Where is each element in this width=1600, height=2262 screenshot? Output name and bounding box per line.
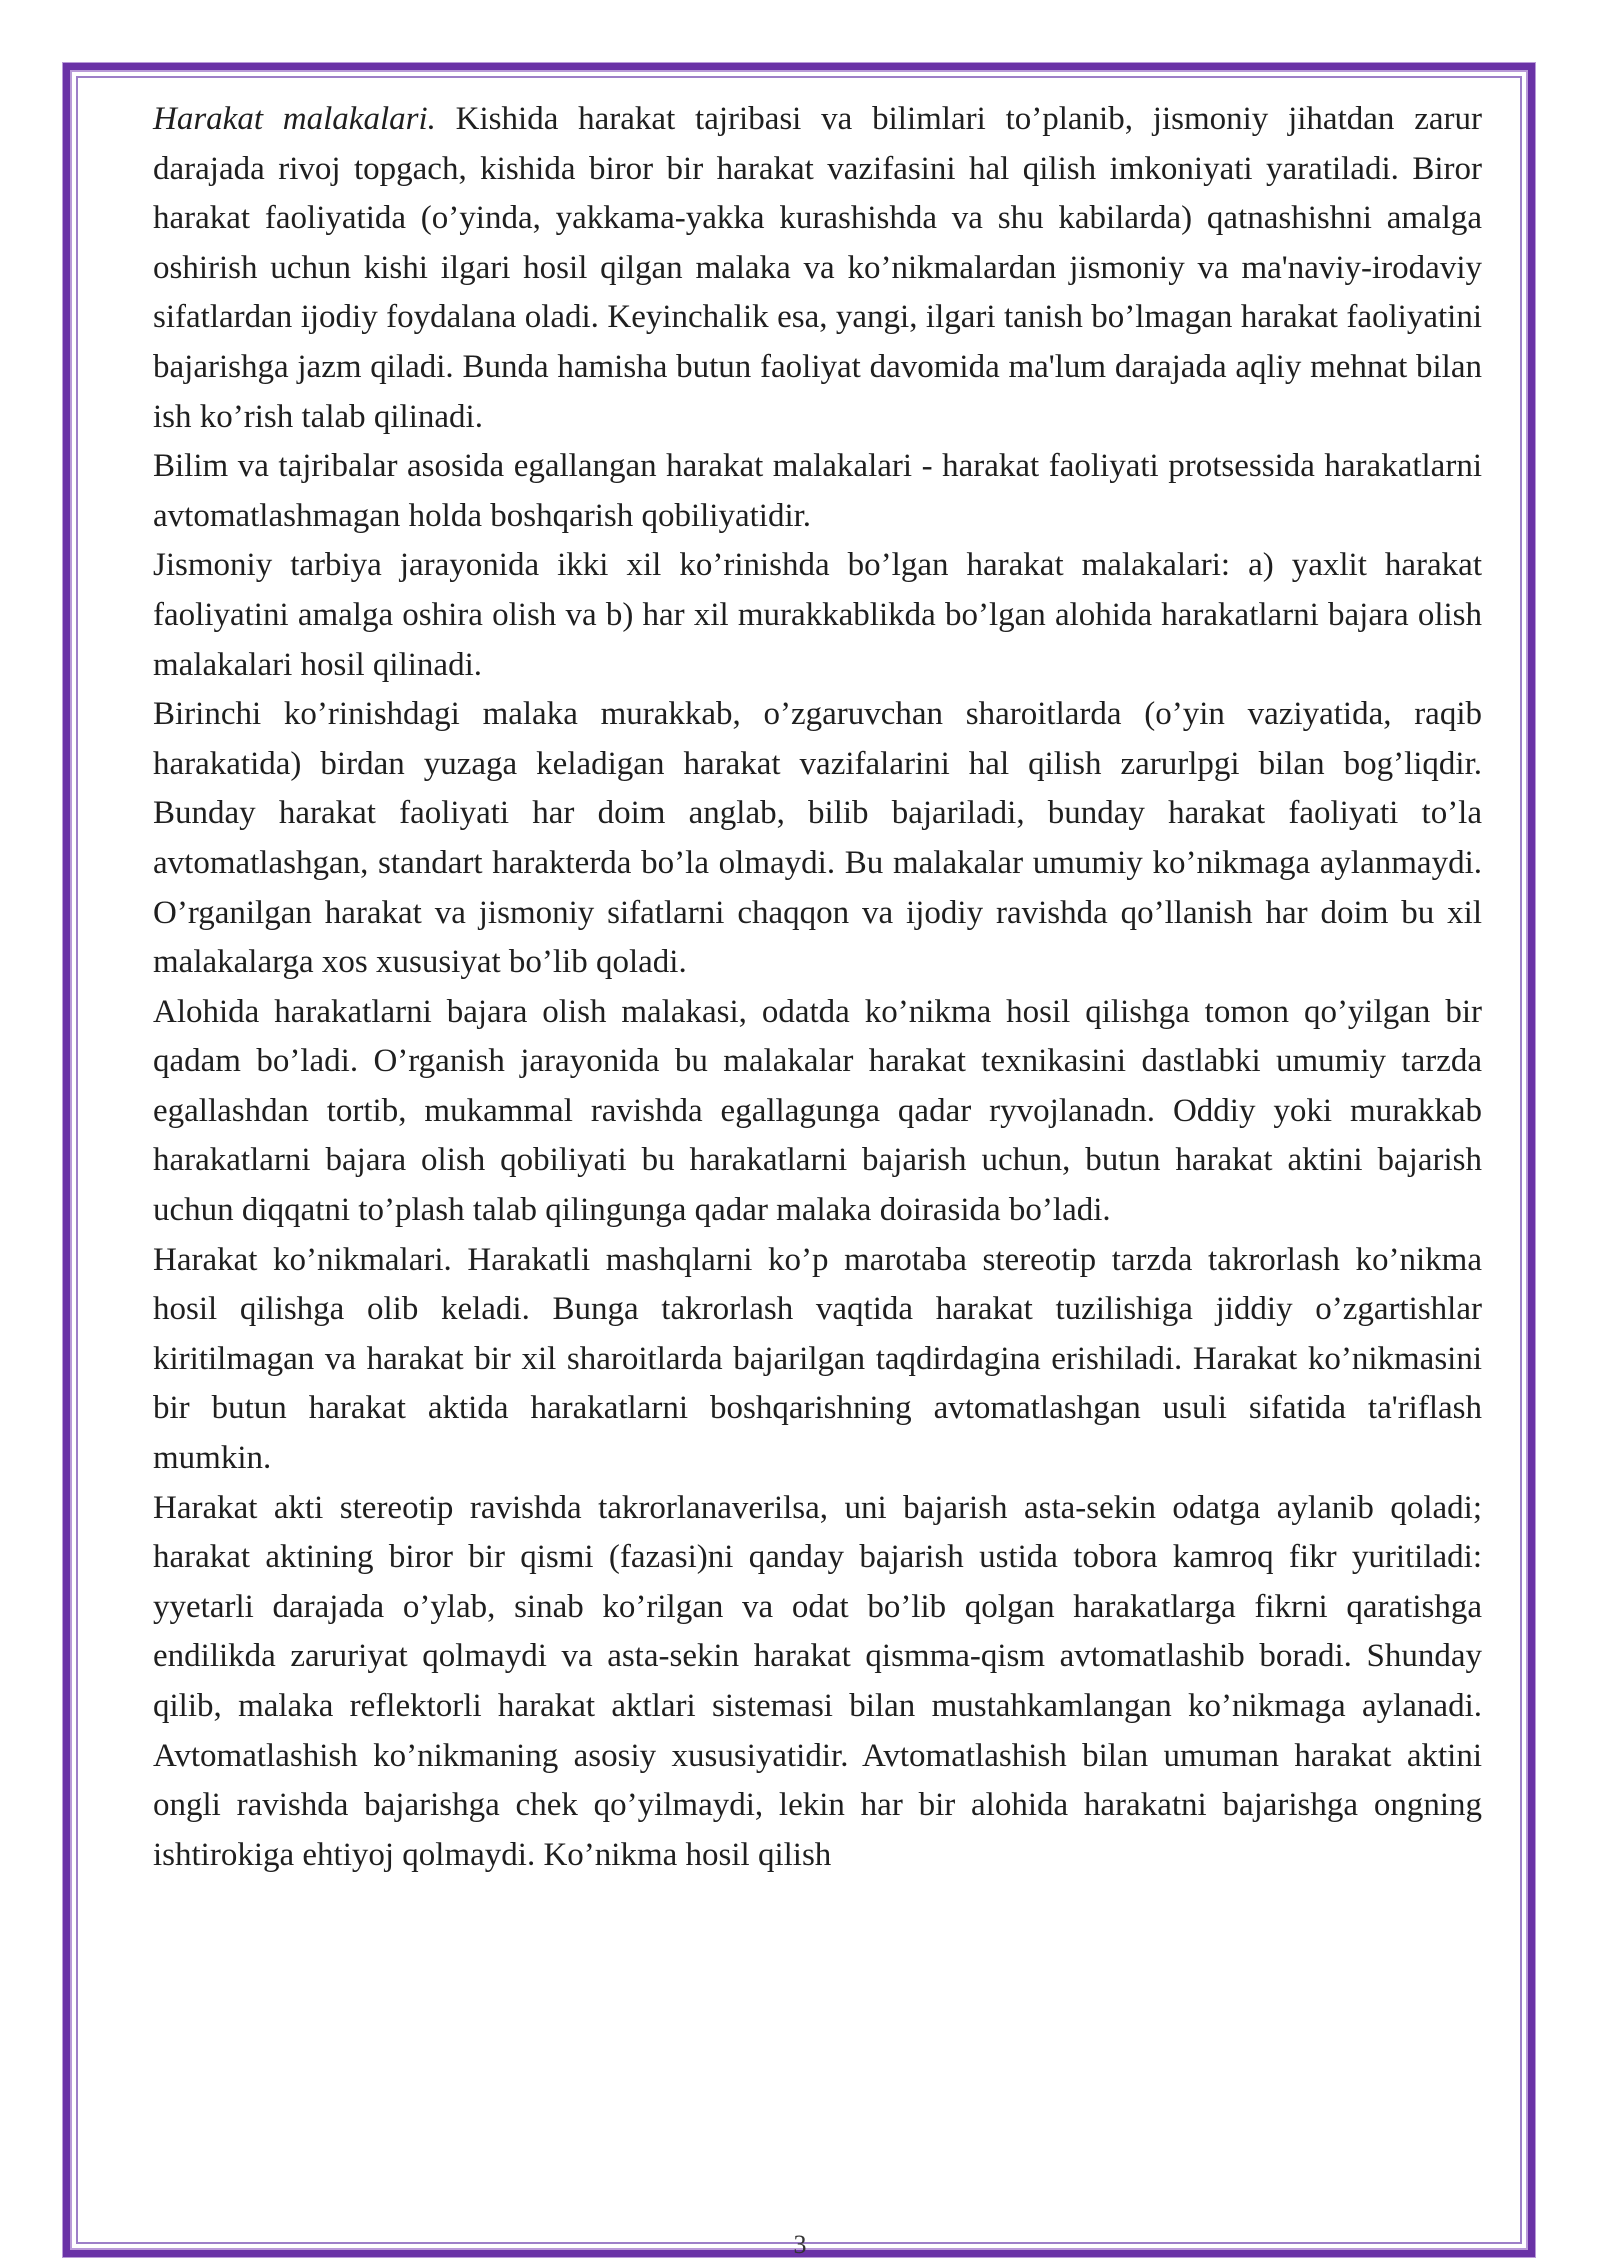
paragraph-lead-heading: Harakat malakalari. [153,101,436,137]
paragraph-1 [153,95,1482,442]
paragraph-7 [153,1484,1482,1881]
paragraph-text: Alohida harakatlarni bajara olish malakasi, odatda ko’nikma hosil qilishga tomon qo’yilgan bir qadam bo’ladi. O’rganish jarayonida bu malakalar harakat texnikasini dastlabki umumiy tarzda egallashdan tortib, mukammal ravishda egallagunga qadar ryvojlanadn. Oddiy yoki murakkab harakatlarni bajara olish qobiliyati bu harakatlarni bajarish uchun, butun harakat aktini bajarish uchun diqqatni to’plash talab qilingunga qadar malaka doirasida bo’ladi. [153,993,1482,1229]
paragraph-4 [153,690,1482,988]
paragraph-text: Kishida harakat tajribasi va bilimlari to’planib, jismoniy jihatdan zarur darajada rivoj topgach, kishida biror bir harakat vazifasini hal qilish imkoniyati yaratiladi. Biror harakat faoliyatida (o’yinda, yakkama-yakka kurashishda va shu kabilarda) qatnashishni amalga oshirish uchun kishi ilgari hosil qilgan malaka va ko’nikmalardan jismoniy va ma'naviy-irodaviy sifatlardan ijodiy foydalana oladi. Keyinchalik esa, yangi, ilgari tanish bo’lmagan harakat faoliyatini bajarishga jazm qiladi. Bunda hamisha butun faoliyat davomida ma'lum darajada aqliy mehnat bilan ish ko’rish talab qilinadi. [153,101,1482,435]
page-number: 3 [793,2230,807,2259]
paragraph-6 [153,1236,1482,1484]
paragraph-text: Birinchi ko’rinishdagi malaka murakkab, o’zgaruvchan sharoitlarda (o’yin vaziyatida, raqib harakatida) birdan yuzaga keladigan harakat vazifalarini hal qilish zarurlpgi bilan bog’liqdir. Bunday harakat faoliyati har doim anglab, bilib bajariladi, bunday harakat faoliyati to’la avtomatlashgan, standart harakterda bo’la olmaydi. Bu malakalar umumiy ko’nikmaga aylanmaydi. O’rganilgan harakat va jismoniy sifatlarni chaqqon va ijodiy ravishda qo’llanish har doim bu xil malakalarga xos xususiyat bo’lib qoladi. [153,696,1482,981]
paragraph-text: Harakat akti stereotip ravishda takrorlanaverilsa, uni bajarish asta-sekin odatga aylanib qoladi; harakat aktining biror bir qismi (fazasi)ni qanday bajarish ustida tobora kamroq fikr yuritiladi: yyetarli darajada o’ylab, sinab ko’rilgan va odat bo’lib qolgan harakatlarga fikrni qaratishga endilikda zaruriyat qolmaydi va asta-sekin harakat qismma-qism avtomatlashib boradi. Shunday qilib, malaka reflektorli harakat aktlari sistemasi bilan mustahkamlangan ko’nikmaga aylanadi. Avtomatlashish ko’nikmaning asosiy xususiyatidir. Avtomatlashish bilan umuman harakat aktini ongli ravishda bajarishga chek qo’yilmaydi, lekin har bir alohida harakatni bajarishga ongning ishtirokiga ehtiyoj qolmaydi. Ko’nikma hosil qilish [153,1489,1482,1873]
paragraph-text: Jismoniy tarbiya jarayonida ikki xil ko’rinishda bo’lgan harakat malakalari: a) yaxlit harakat faoliyatini amalga oshira olish va b) har xil murakkablikda bo’lgan alohida harakatlarni bajara olish malakalari hosil qilinadi. [153,547,1482,683]
document-body [153,95,1482,1880]
paragraph-text: Bilim va tajribalar asosida egallangan harakat malakalari - harakat faoliyati protsessida harakatlarni avtomatlashmagan holda boshqarish qobiliyatidir. [153,448,1482,534]
paragraph-text: Harakat ko’nikmalari. Harakatli mashqlarni ko’p marotaba stereotip tarzda takrorlash ko’nikma hosil qilishga olib keladi. Bunga takrorlash vaqtida harakat tuzilishiga jiddiy o’zgartishlar kiritilmagan va harakat bir xil sharoitlarda bajarilgan taqdirdagina erishiladi. Harakat ko’nikmasini bir butun harakat aktida harakatlarni boshqarishning avtomatlashgan usuli sifatida ta'riflash mumkin. [153,1241,1482,1477]
paragraph-3 [153,541,1482,690]
paragraph-5 [153,988,1482,1236]
paragraph-2 [153,442,1482,541]
